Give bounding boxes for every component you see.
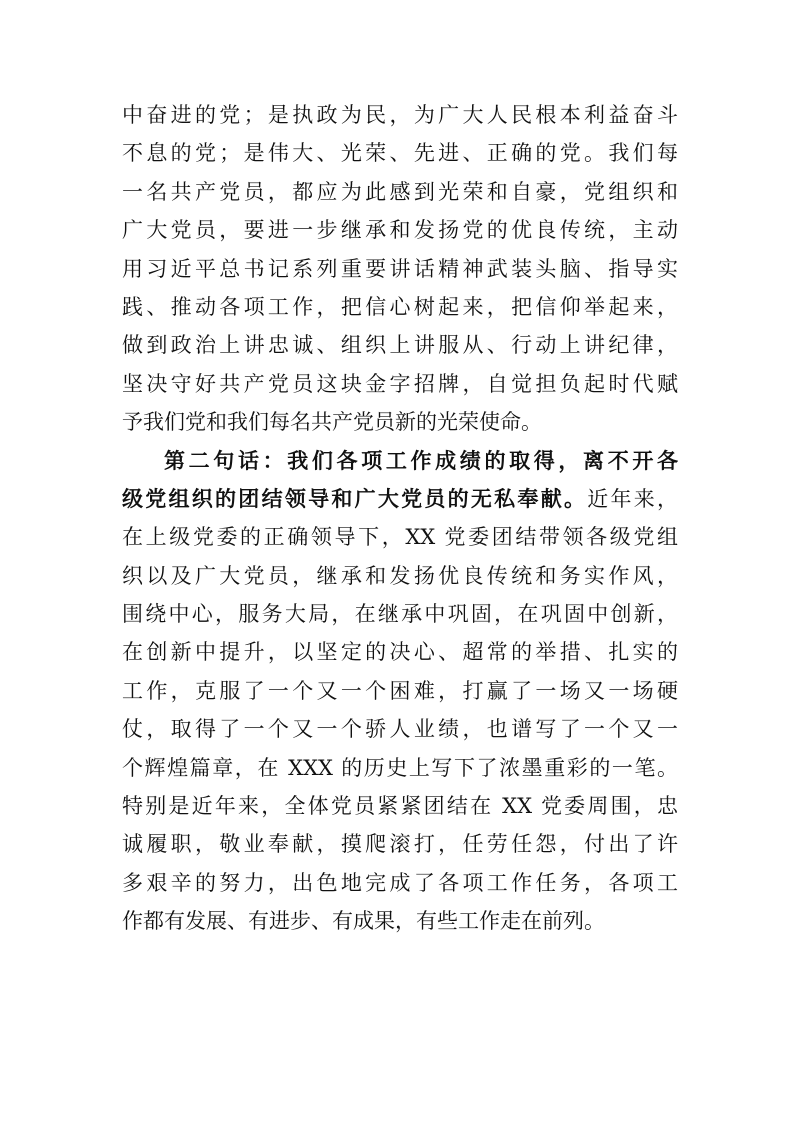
paragraph-line-mixed [122,480,678,518]
paragraph-line: 个辉煌篇章，在 XXX 的历史上写下了浓墨重彩的一笔。 [122,755,678,780]
section-heading-text: 级党组织的团结领导和广大党员的无私奉献。 [122,485,588,511]
paragraph-line: 不息的党；是伟大、光荣、先进、正确的党。我们每 [122,141,678,166]
paragraph-line: 围绕中心，服务大局，在继承中巩固，在巩固中创新， [122,602,678,627]
paragraph-line: 仗，取得了一个又一个骄人业绩，也谱写了一个又一 [122,717,678,742]
paragraph-text: 近年来， [587,486,679,511]
paragraph-line: 广大党员，要进一步继承和发扬党的优良传统，主动 [122,218,678,243]
paragraph-line: 用习近平总书记系列重要讲话精神武装头脑、指导实 [122,256,678,281]
document-body [122,96,678,941]
paragraph-line: 做到政治上讲忠诚、组织上讲服从、行动上讲纪律， [122,333,678,358]
paragraph-line: 作都有发展、有进步、有成果，有些工作走在前列。 [122,909,605,934]
paragraph-line: 诚履职，敬业奉献，摸爬滚打，任劳任怨，付出了许 [122,832,678,857]
paragraph-line: 践、推动各项工作，把信心树起来，把信仰举起来， [122,294,678,319]
paragraph-line: 织以及广大党员，继承和发扬优良传统和务实作风， [122,563,678,588]
paragraph-line: 在上级党委的正确领导下，XX 党委团结带领各级党组 [122,525,678,550]
paragraph-line: 一名共产党员，都应为此感到光荣和自豪，党组织和 [122,179,678,204]
paragraph-line: 多艰辛的努力，出色地完成了各项工作任务，各项工 [122,870,678,895]
paragraph-line: 坚决守好共产党员这块金字招牌，自觉担负起时代赋 [122,371,678,396]
paragraph-line: 在创新中提升，以坚定的决心、超常的举措、扎实的 [122,640,678,665]
paragraph-line: 特别是近年来，全体党员紧紧团结在 XX 党委周围，忠 [122,794,678,819]
paragraph-line: 中奋进的党；是执政为民，为广大人民根本利益奋斗 [122,103,678,127]
section-heading-line: 第二句话：我们各项工作成绩的取得，离不开各 [164,447,678,473]
paragraph-line: 工作，克服了一个又一个困难，打赢了一场又一场硬 [122,678,678,703]
paragraph-line: 予我们党和我们每名共产党员新的光荣使命。 [122,410,542,435]
